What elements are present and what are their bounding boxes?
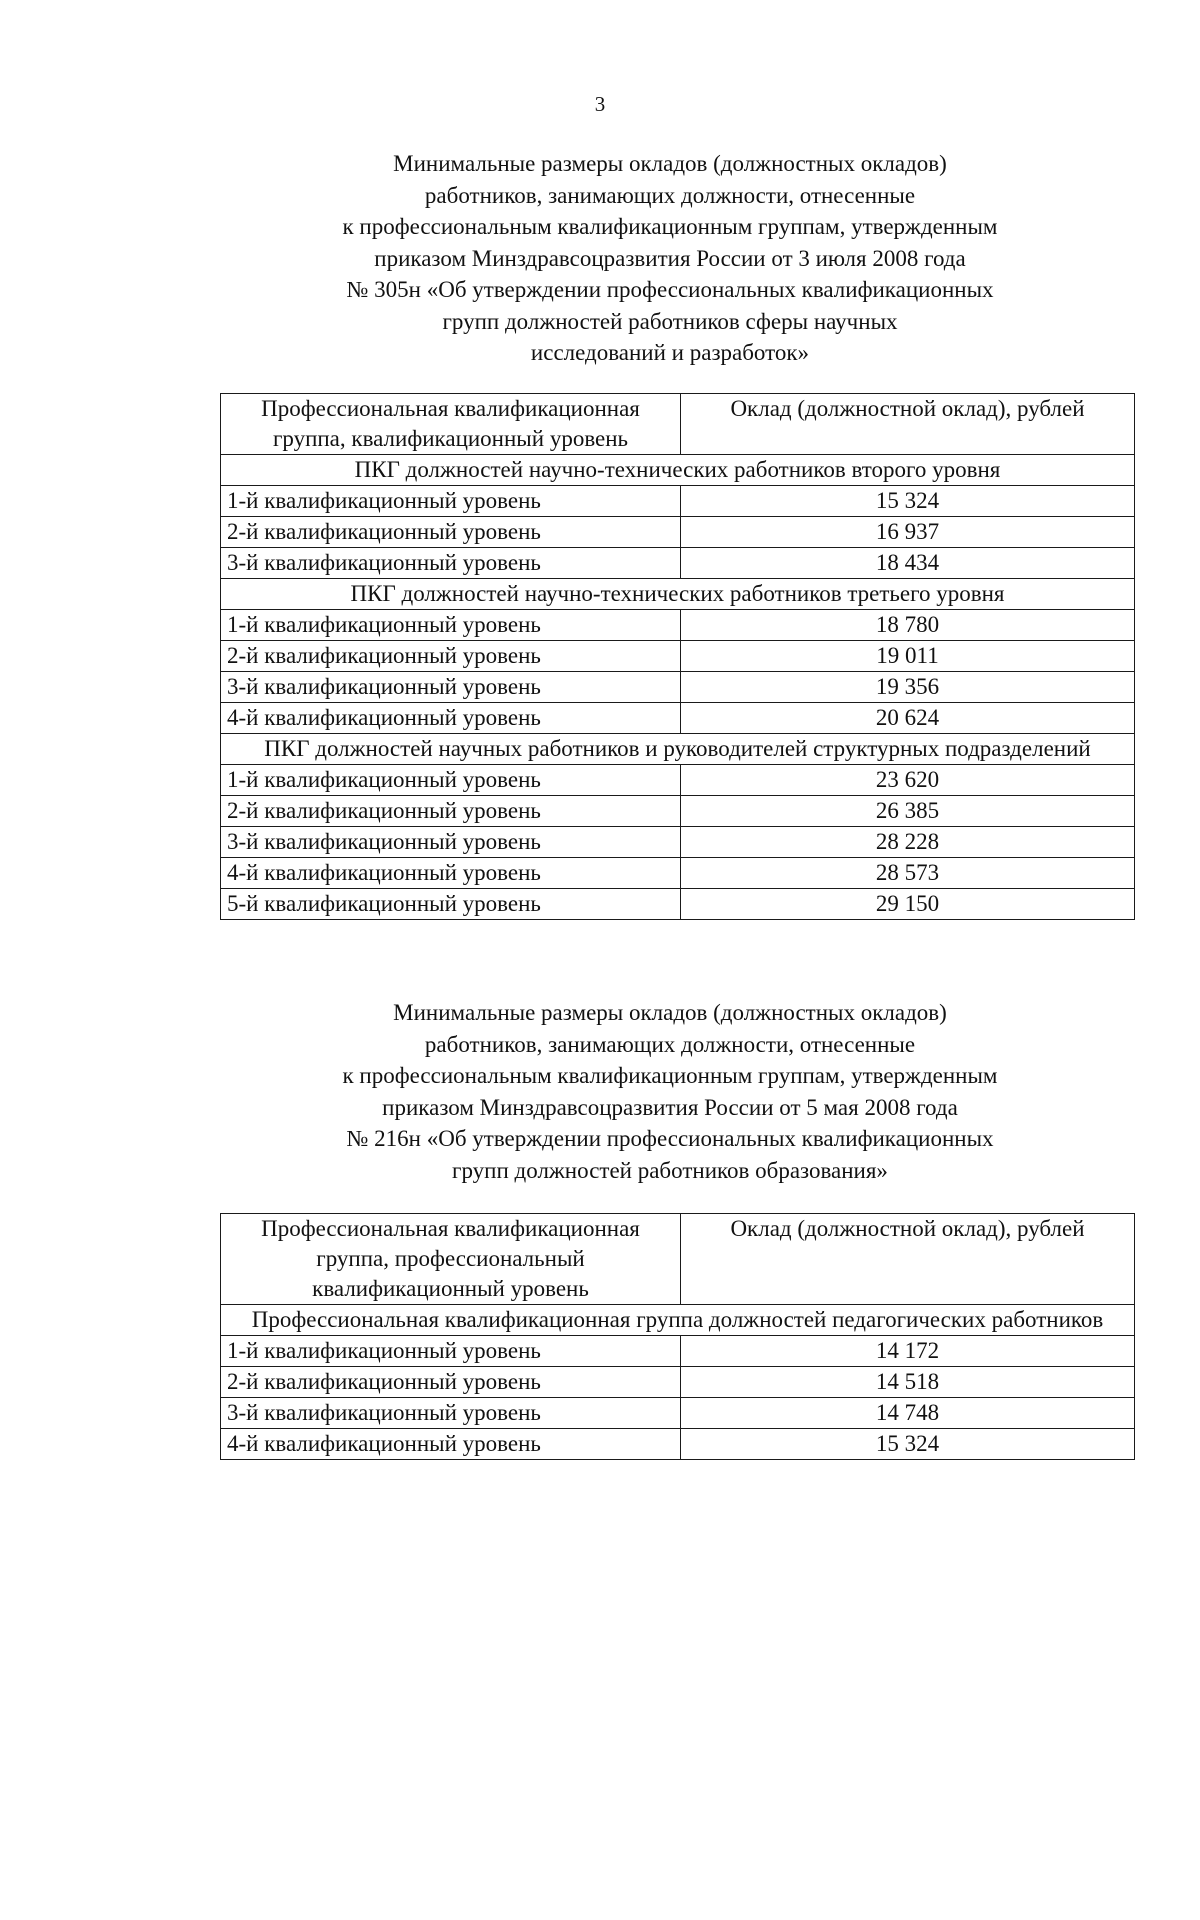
column-header-group-level: Профессиональная квалификационная группа, профессиональный квалификационный уровень (221, 1214, 681, 1305)
page-number: 3 (594, 92, 606, 116)
group-title: ПКГ должностей научно-технических работников второго уровня (221, 455, 1135, 486)
heading-line: Минимальные размеры окладов (должностных окладов) (393, 151, 947, 176)
salary-cell: 14 748 (681, 1398, 1135, 1429)
table-row (221, 1367, 1135, 1398)
table-header-row (221, 394, 1135, 455)
group-title: ПКГ должностей научных работников и руководителей структурных подразделений (221, 734, 1135, 765)
group-row (221, 579, 1135, 610)
heading-line: работников, занимающих должности, отнесенные (424, 182, 916, 208)
level-cell: 2-й квалификационный уровень (221, 641, 681, 672)
heading-line: групп должностей работников сферы научных (442, 308, 898, 334)
level-cell: 4-й квалификационный уровень (221, 1429, 681, 1460)
salary-cell: 18 780 (681, 610, 1135, 641)
salary-cell: 15 324 (681, 1429, 1135, 1460)
salary-cell: 18 434 (681, 548, 1135, 579)
salary-cell: 23 620 (681, 765, 1135, 796)
level-cell: 1-й квалификационный уровень (221, 1336, 681, 1367)
table-row (221, 641, 1135, 672)
salary-cell: 15 324 (681, 486, 1135, 517)
table-row (221, 765, 1135, 796)
heading-line: приказом Минздравсоцразвития России от 5 мая 2008 года (382, 1094, 958, 1120)
heading-line: групп должностей работников образования» (452, 1157, 888, 1183)
salary-cell: 16 937 (681, 517, 1135, 548)
level-cell: 2-й квалификационный уровень (221, 517, 681, 548)
level-cell: 4-й квалификационный уровень (221, 858, 681, 889)
heading-line: № 305н «Об утверждении профессиональных квалификационных (346, 277, 994, 302)
table-row (221, 1429, 1135, 1460)
level-cell: 3-й квалификационный уровень (221, 827, 681, 858)
heading-line: Минимальные размеры окладов (должностных окладов) (393, 1000, 947, 1025)
heading-line: работников, занимающих должности, отнесенные (424, 1031, 916, 1057)
section-2-heading (220, 997, 1120, 1186)
group-row (221, 734, 1135, 765)
salary-cell: 14 172 (681, 1336, 1135, 1367)
salary-cell: 19 011 (681, 641, 1135, 672)
column-header-group-level: Профессиональная квалификационная группа, квалификационный уровень (221, 394, 681, 455)
section-1-heading (220, 148, 1120, 369)
table-header-row (221, 1214, 1135, 1305)
table-row (221, 1336, 1135, 1367)
salary-cell: 20 624 (681, 703, 1135, 734)
level-cell: 1-й квалификационный уровень (221, 610, 681, 641)
column-header-salary: Оклад (должностной оклад), рублей (681, 394, 1135, 455)
heading-line: № 216н «Об утверждении профессиональных квалификационных (346, 1126, 994, 1151)
level-cell: 5-й квалификационный уровень (221, 889, 681, 920)
level-cell: 3-й квалификационный уровень (221, 672, 681, 703)
level-cell: 1-й квалификационный уровень (221, 486, 681, 517)
salary-cell: 28 573 (681, 858, 1135, 889)
salary-cell: 19 356 (681, 672, 1135, 703)
table-row (221, 517, 1135, 548)
table-row (221, 486, 1135, 517)
group-row (221, 1305, 1135, 1336)
table-row (221, 889, 1135, 920)
salary-table-education (220, 1213, 1135, 1460)
table-row (221, 858, 1135, 889)
level-cell: 2-й квалификационный уровень (221, 1367, 681, 1398)
heading-line: исследований и разработок» (530, 340, 810, 365)
group-title: Профессиональная квалификационная группа должностей педагогических работников (221, 1305, 1135, 1336)
table-row (221, 610, 1135, 641)
salary-cell: 29 150 (681, 889, 1135, 920)
group-title: ПКГ должностей научно-технических работников третьего уровня (221, 579, 1135, 610)
table-row (221, 548, 1135, 579)
heading-line: к профессиональным квалификационным группам, утвержденным (342, 214, 998, 239)
salary-cell: 28 228 (681, 827, 1135, 858)
table-row (221, 1398, 1135, 1429)
table-row (221, 703, 1135, 734)
salary-cell: 14 518 (681, 1367, 1135, 1398)
level-cell: 2-й квалификационный уровень (221, 796, 681, 827)
level-cell: 3-й квалификационный уровень (221, 548, 681, 579)
heading-line: приказом Минздравсоцразвития России от 3 июля 2008 года (374, 245, 966, 271)
level-cell: 1-й квалификационный уровень (221, 765, 681, 796)
salary-cell: 26 385 (681, 796, 1135, 827)
table-row (221, 672, 1135, 703)
heading-line: к профессиональным квалификационным группам, утвержденным (342, 1063, 998, 1088)
level-cell: 4-й квалификационный уровень (221, 703, 681, 734)
table-row (221, 796, 1135, 827)
group-row (221, 455, 1135, 486)
level-cell: 3-й квалификационный уровень (221, 1398, 681, 1429)
table-row (221, 827, 1135, 858)
column-header-salary: Оклад (должностной оклад), рублей (681, 1214, 1135, 1305)
salary-table-science (220, 393, 1135, 920)
